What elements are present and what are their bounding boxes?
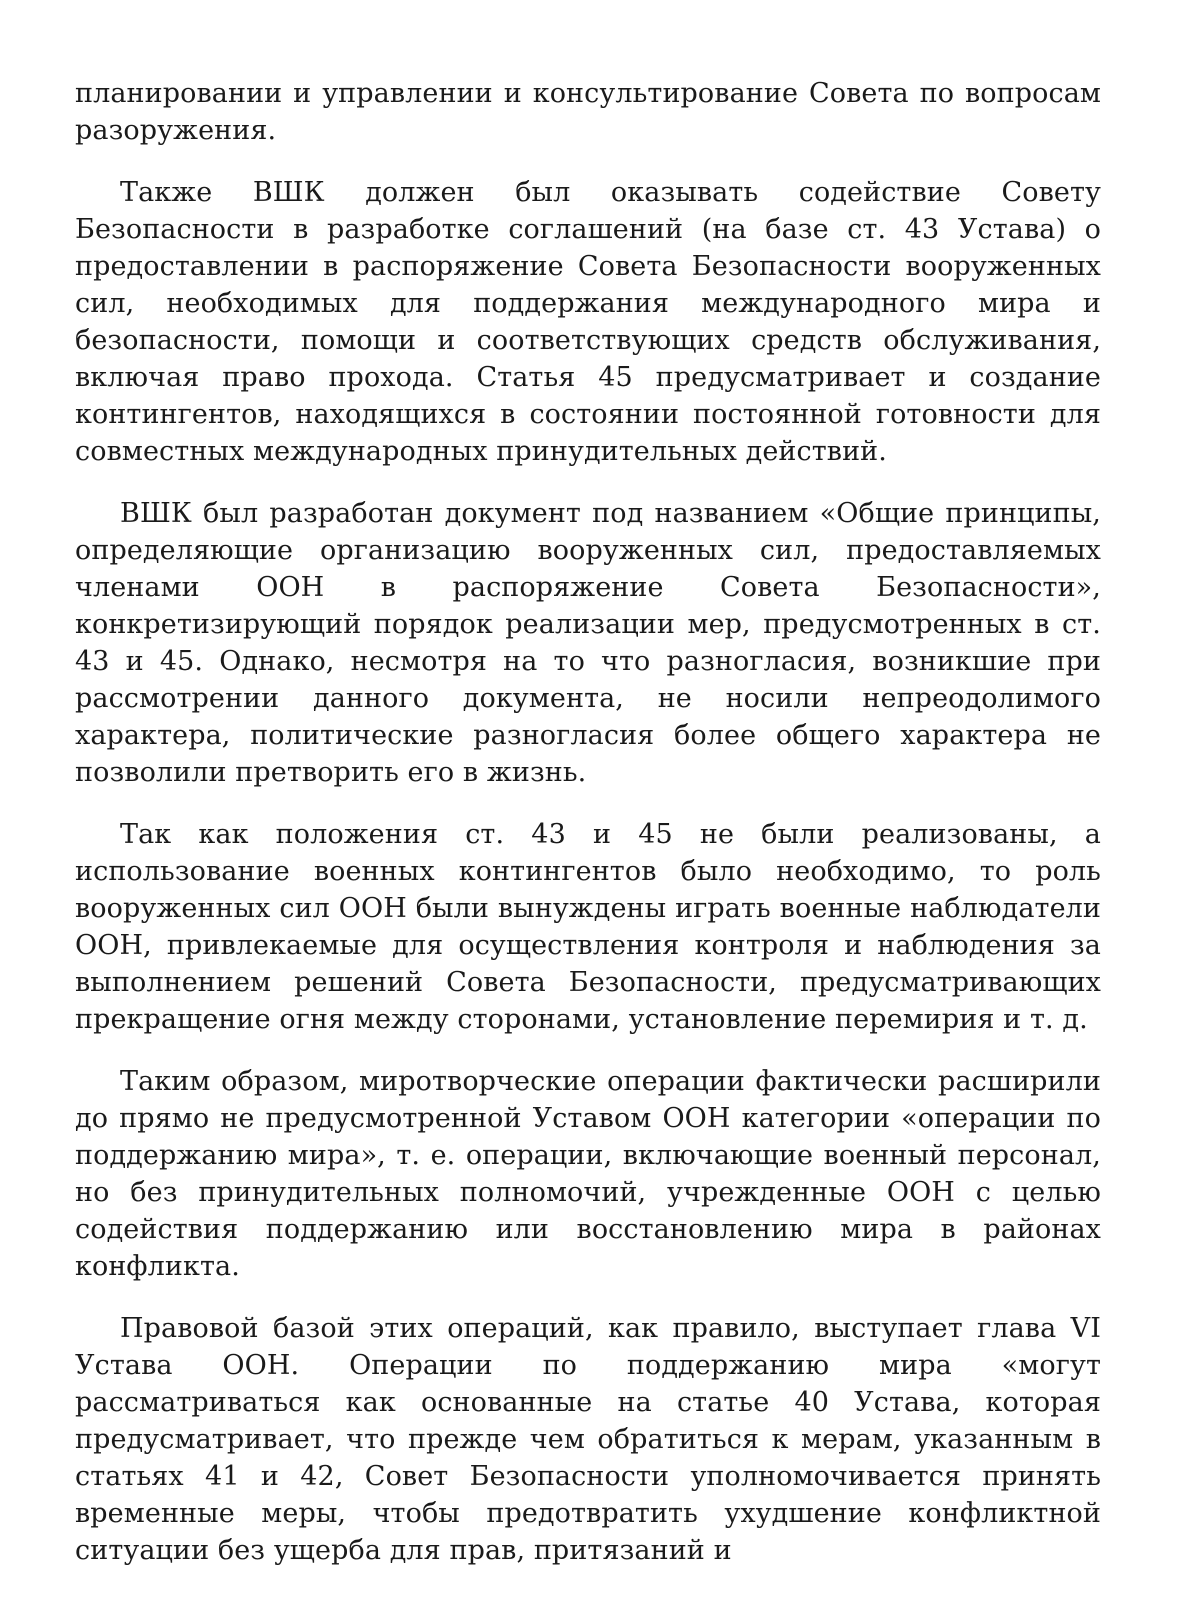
- paragraph-1: планировании и управлении и консультирование Совета по вопросам разоружения.: [75, 78, 1101, 146]
- paragraph-3: ВШК был разработан документ под названием «Общие принципы, определяющие организацию вооруженных сил, предоставляемых членами ООН в распоряжение Совета Безопасности», конкретизирующий порядок реализации мер, предусмотренных в ст. 43 и 45. Однако, несмотря на то что разногласия, возникшие при рассмотрении данного документа, не носили непреодолимого характера, политические разногласия более общего характера не позволили претворить его в жизнь.: [75, 498, 1101, 788]
- paragraph-6: Правовой базой этих операций, как правило, выступает глава VI Устава ООН. Операции по поддержанию мира «могут рассматриваться как основанные на статье 40 Устава, которая предусматривает, что прежде чем обратиться к мерам, указанным в статьях 41 и 42, Совет Безопасности уполномочивается принять временные меры, чтобы предотвратить ухудшение конфликтной ситуации без ущерба для прав, притязаний и: [75, 1313, 1101, 1566]
- paragraph-4: Так как положения ст. 43 и 45 не были реализованы, а использование военных контингентов было необходимо, то роль вооруженных сил ООН были вынуждены играть военные наблюдатели ООН, привлекаемые для осуществления контроля и наблюдения за выполнением решений Совета Безопасности, предусматривающих прекращение огня между сторонами, установление перемирия и т. д.: [75, 819, 1101, 1035]
- document-page: [75, 75, 1101, 1594]
- paragraph-2: Также ВШК должен был оказывать содействие Совету Безопасности в разработке соглашений (на базе ст. 43 Устава) о предоставлении в распоряжение Совета Безопасности вооруженных сил, необходимых для поддержания международного мира и безопасности, помощи и соответствующих средств обслуживания, включая право прохода. Статья 45 предусматривает и создание контингентов, находящихся в состоянии постоянной готовности для совместных международных принудительных действий.: [75, 177, 1101, 467]
- paragraph-5: Таким образом, миротворческие операции фактически расширили до прямо не предусмотренной Уставом ООН категории «операции по поддержанию мира», т. е. операции, включающие военный персонал, но без принудительных полномочий, учрежденные ООН с целью содействия поддержанию или восстановлению мира в районах конфликта.: [75, 1066, 1101, 1282]
